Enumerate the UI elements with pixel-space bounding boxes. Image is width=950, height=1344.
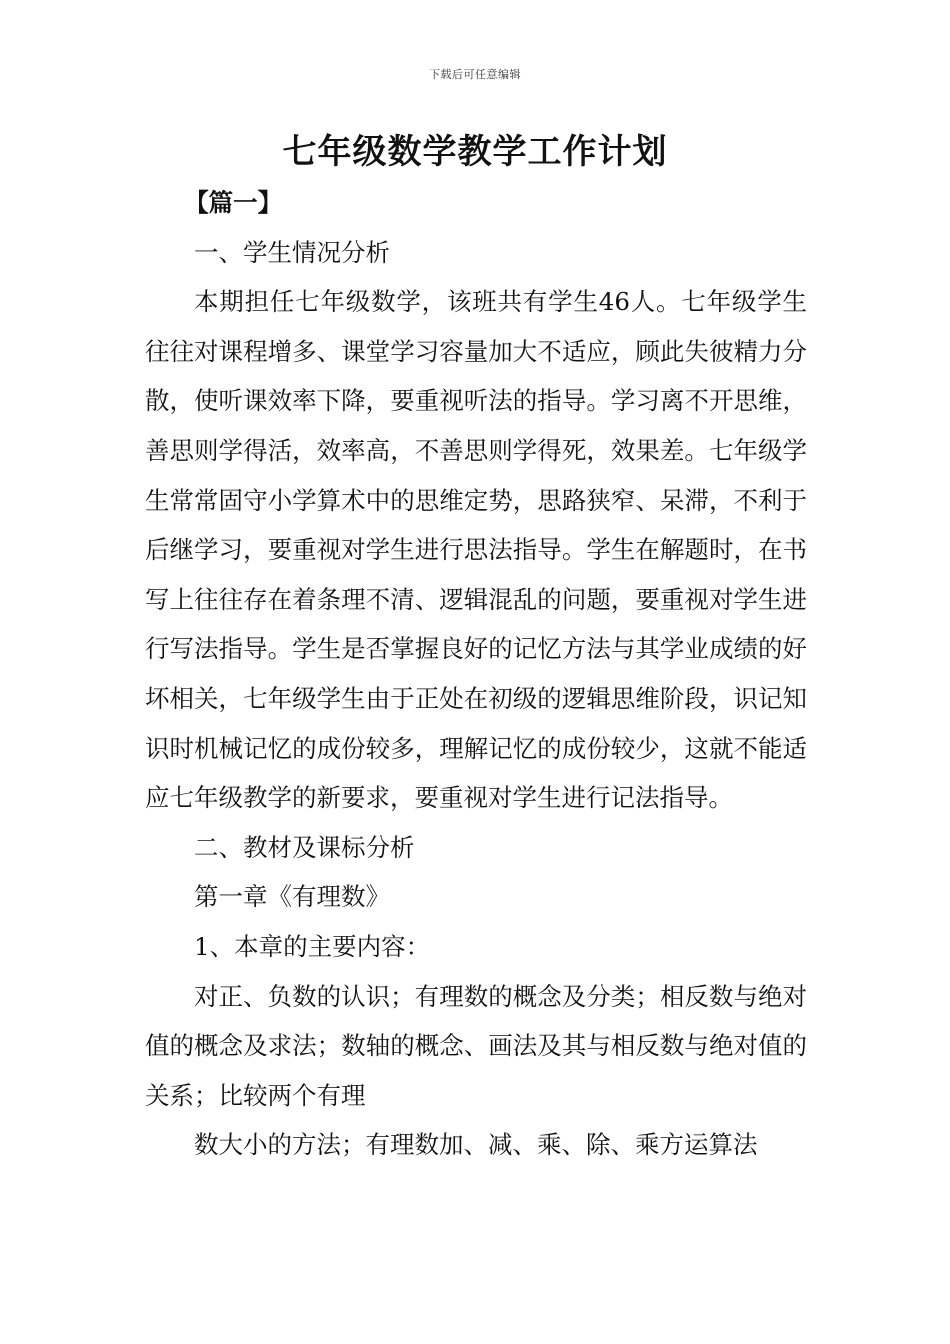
chapter-heading: 第一章《有理数》 (194, 882, 390, 912)
body-paragraph: 本期担任七年级数学，该班共有学生46人。七年级学生往往对课程增多、课堂学习容量加大不适应，顾此失彼精力分散，使听课效率下降，要重视听法的指导。学习离不开思维，善思则学得活，效率高，不善思则学得死，效果差。七年级学生常常固守小学算术中的思维定势，思路狭窄、呆滞，不利于后继学习，要重视对学生进行思法指导。学生在解题时，在书写上往往存在着条理不清、逻辑混乱的问题，要重视对学生进行写法指导。学生是否掌握良好的记忆方法与其学业成绩的好坏相关，七年级学生由于正处在初级的逻辑思维阶段，识记知识时机械记忆的成份较多，理解记忆的成份较少，这就不能适应七年级教学的新要求，要重视对学生进行记法指导。 (145, 287, 807, 813)
subsection-heading: 1、本章的主要内容： (194, 931, 431, 961)
body-paragraph: 数大小的方法；有理数加、减、乘、除、乘方运算法 (194, 1130, 758, 1160)
section-heading: 一、学生情况分析 (194, 237, 390, 267)
body-paragraph: 对正、负数的认识；有理数的概念及分类；相反数与绝对值的概念及求法；数轴的概念、画法及其与相反数与绝对值的关系；比较两个有理 (145, 981, 807, 1110)
page-header-note: 下载后可任意编辑 (429, 68, 521, 81)
section-heading: 二、教材及课标分析 (194, 832, 415, 862)
document-title: 七年级数学教学工作计划 (282, 132, 668, 172)
section-marker: 【篇一】 (184, 188, 283, 217)
document-body (145, 178, 807, 1170)
